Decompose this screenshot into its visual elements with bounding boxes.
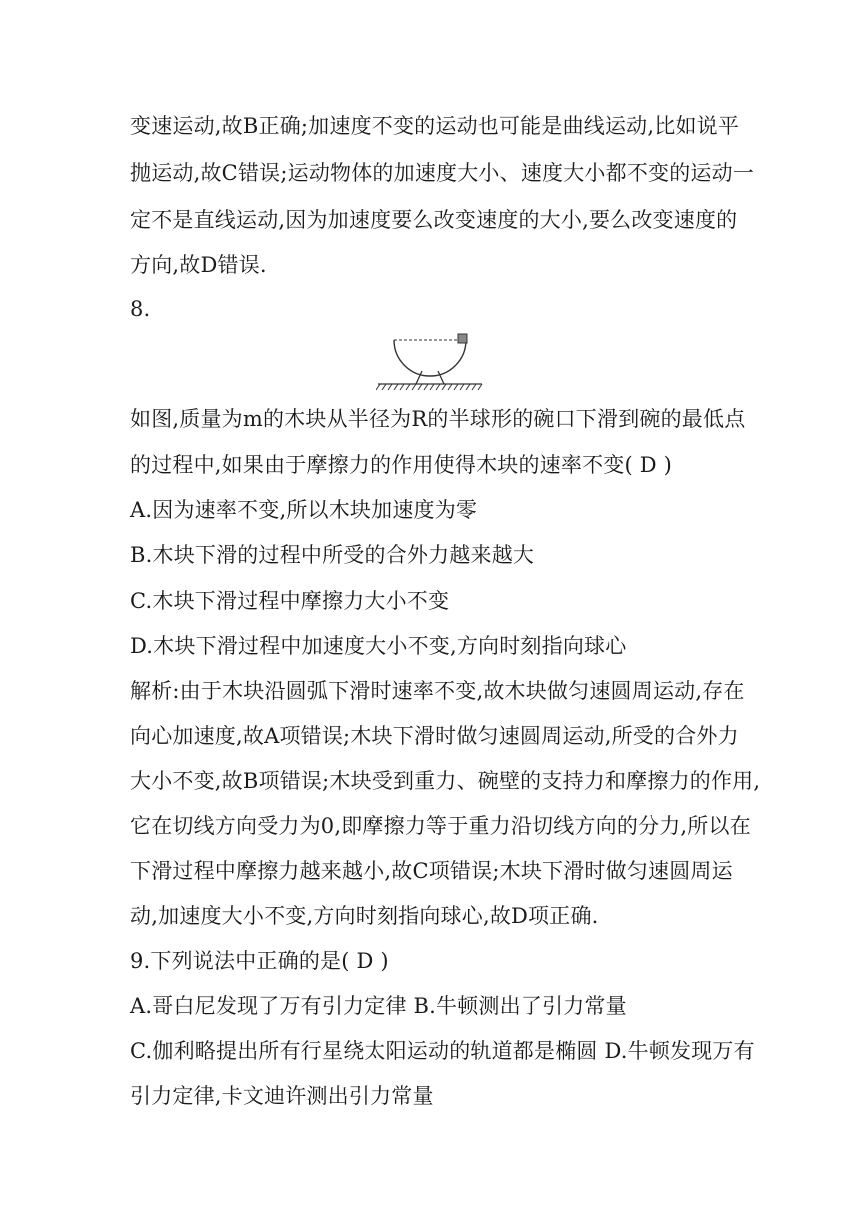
text-line-4: 方向,故D错误. [130, 253, 267, 277]
bowl-on-stand-icon [376, 330, 484, 394]
question-9-options-ab: A.哥白尼发现了万有引力定律 B.牛顿测出了引力常量 [130, 994, 627, 1018]
bowl-diagram [376, 330, 484, 394]
text-line-2: 抛运动,故C错误;运动物体的加速度大小、速度大小都不变的运动一 [130, 161, 755, 185]
text-line-3: 定不是直线运动,因为加速度要么改变速度的大小,要么改变速度的 [130, 208, 738, 232]
option-a: A.因为速率不变,所以木块加速度为零 [130, 498, 478, 522]
question-8-number: 8. [130, 297, 151, 321]
question-8-stem-line-2: 的过程中,如果由于摩擦力的作用使得木块的速率不变( D ) [130, 453, 673, 477]
option-c: C.木块下滑过程中摩擦力大小不变 [130, 589, 450, 613]
question-8-stem-line-1: 如图,质量为m的木块从半径为R的半球形的碗口下滑到碗的最低点 [130, 407, 746, 431]
question-9-option-d-cont: 引力定律,卡文迪许测出引力常量 [130, 1084, 434, 1108]
analysis-line-1: 解析:由于木块沿圆弧下滑时速率不变,故木块做匀速圆周运动,存在 [130, 679, 745, 703]
analysis-line-2: 向心加速度,故A项错误;木块下滑时做匀速圆周运动,所受的合外力 [130, 724, 739, 748]
analysis-line-5: 下滑过程中摩擦力越来越小,故C项错误;木块下滑时做匀速圆周运 [130, 859, 733, 883]
question-9-options-cd: C.伽利略提出所有行星绕太阳运动的轨道都是椭圆 D.牛顿发现万有 [130, 1039, 755, 1063]
text-line-1: 变速运动,故B正确;加速度不变的运动也可能是曲线运动,比如说平 [130, 114, 740, 138]
analysis-line-6: 动,加速度大小不变,方向时刻指向球心,故D项正确. [130, 904, 599, 928]
option-b: B.木块下滑的过程中所受的合外力越来越大 [130, 543, 535, 567]
question-9-stem: 9.下列说法中正确的是( D ) [130, 949, 389, 973]
analysis-line-3: 大小不变,故B项错误;木块受到重力、碗壁的支持力和摩擦力的作用, [130, 769, 761, 793]
option-d: D.木块下滑过程中加速度大小不变,方向时刻指向球心 [130, 634, 627, 658]
analysis-line-4: 它在切线方向受力为0,即摩擦力等于重力沿切线方向的分力,所以在 [130, 814, 751, 838]
